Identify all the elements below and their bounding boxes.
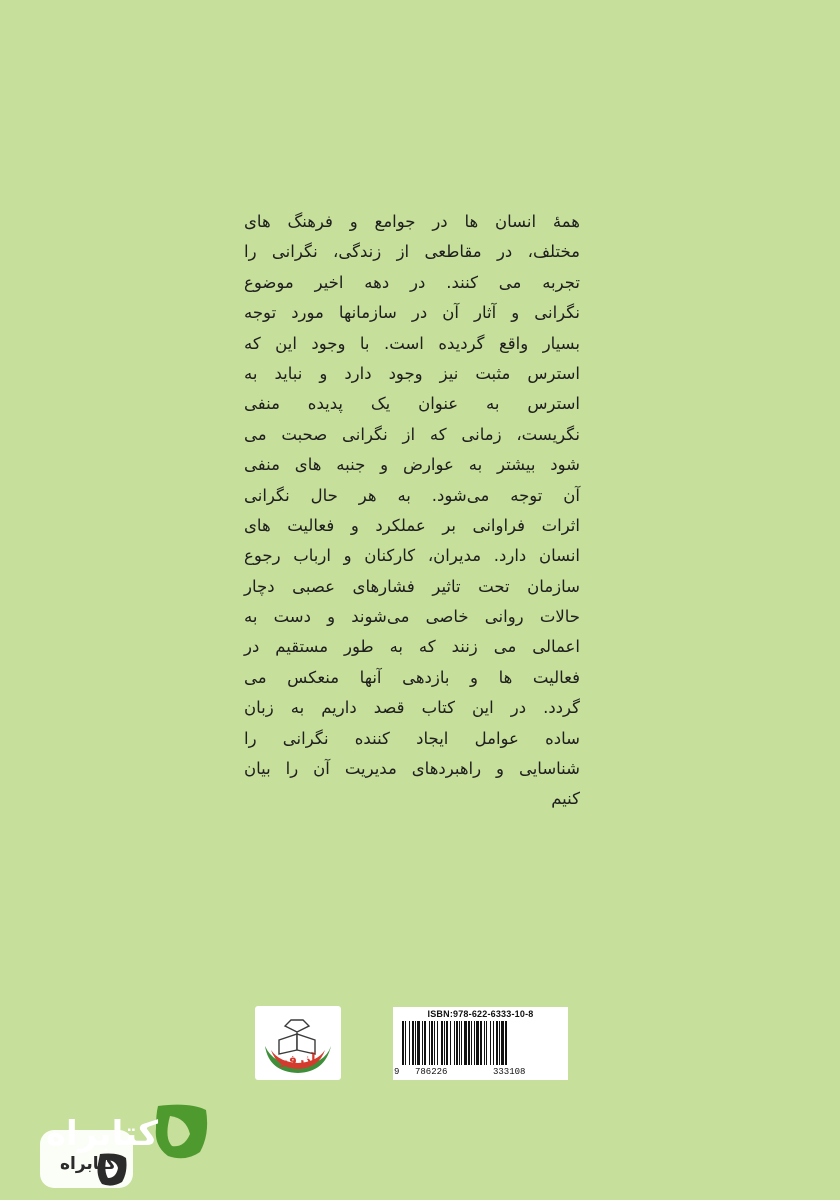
blurb-line: مختلف، در مقاطعی از زندگی، نگرانی را	[244, 242, 580, 262]
blurb-line: استرس مثبت نیز وجود دارد و نباید به	[244, 363, 580, 383]
store-name-large: کتابراه	[45, 1114, 158, 1154]
blurb-line: اثرات فراوانی بر عملکرد و فعالیت های	[244, 515, 580, 535]
blurb-line: کنیم	[551, 789, 580, 809]
blurb-line: شود بیشتر به عوارض و جنبه های منفی	[244, 455, 580, 475]
blurb-line: اعمالی می زنند که به طور مستقیم در	[244, 637, 580, 657]
publisher-logo	[255, 1006, 341, 1080]
blurb-line: فعالیت ها و بازدهی آنها منعکس می	[244, 667, 580, 687]
svg-text:آذرفر: آذرفر	[280, 1053, 316, 1068]
barcode-lead-digit: 9	[394, 1067, 400, 1077]
blurb-line: ساده عوامل ایجاد کننده نگرانی را	[244, 728, 580, 748]
blurb-line: شناسایی و راهبردهای مدیریت آن را بیان	[244, 759, 580, 779]
blurb-line: گردد. در این کتاب قصد داریم به زبان	[244, 698, 580, 718]
store-watermark	[40, 1094, 210, 1190]
blurb-line: نگریست، زمانی که از نگرانی صحبت می	[244, 424, 580, 444]
blurb-line: نگرانی و آثار آن در سازمانها مورد توجه	[244, 303, 580, 323]
blurb-line: همهٔ انسان ها در جوامع و فرهنگ های	[244, 212, 580, 231]
blurb-line: حالات روانی خاصی می‌شوند و دست به	[244, 607, 580, 627]
barcode-left-digits: 786226	[415, 1067, 448, 1077]
isbn-barcode	[393, 1007, 568, 1080]
blurb-line: آن توجه می‌شود. به هر حال نگرانی	[244, 485, 580, 505]
store-name-small: کتابراه	[59, 1154, 117, 1174]
barcode-bars	[400, 1021, 562, 1067]
open-book-icon	[255, 1006, 341, 1080]
blurb-line: انسان دارد. مدیران، کارکنان و ارباب رجوع	[244, 546, 580, 566]
blurb-line: استرس به عنوان یک پدیده منفی	[244, 394, 580, 414]
blurb-line: تجربه می کنند. در دهه اخیر موضوع	[244, 272, 580, 292]
isbn-label: ISBN:978-622-6333-10-8	[427, 1009, 534, 1019]
barcode-right-digits: 333108	[493, 1067, 526, 1077]
blurb-line: بسیار واقع گردیده است. با وجود این که	[244, 333, 580, 353]
blurb-line: سازمان تحت تاثیر فشارهای عصبی دچار	[244, 576, 580, 596]
blurb-text	[244, 207, 580, 815]
